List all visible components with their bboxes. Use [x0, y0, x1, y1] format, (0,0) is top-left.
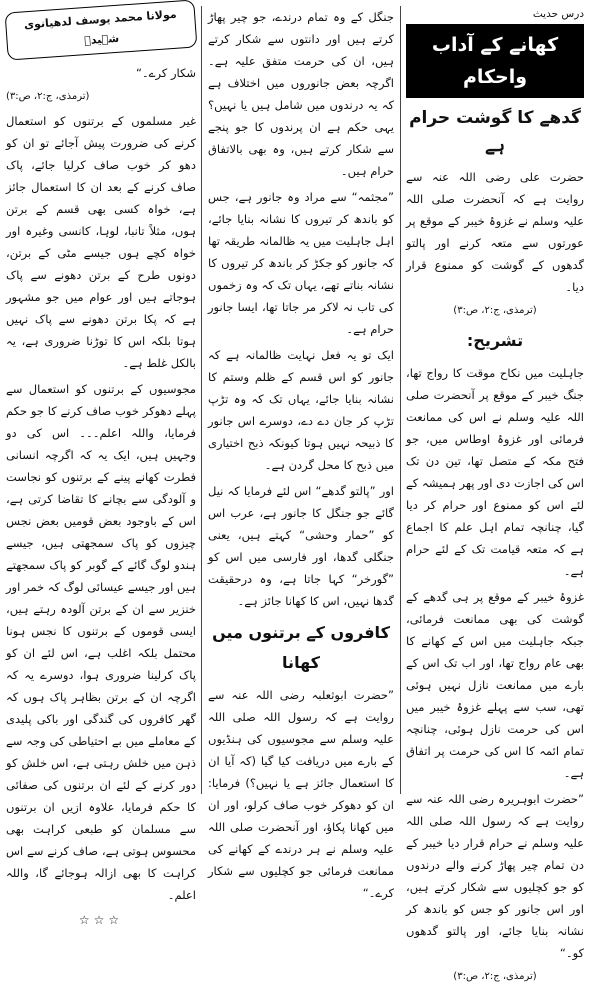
hadith-text: حضرت علی رضی اللہ عنہ سے روایت ہے کہ آنحضرت صلی اللہ علیہ وسلم نے غزوۂ خیبر کے موقع پر عورتوں سے متعہ کرنے اور پالتو گدھوں کے گوشت کو ممنوع قرار دیا۔ [406, 170, 584, 294]
paragraph: غیر مسلموں کے برتنوں کو استعمال کرنے کی ضرورت پیش آجائے تو ان کو دھو کر خوب صاف کرلیا جائے، پاک صاف کرنے کے بعد ان کا استعمال جائز ہے، خواہ کسی بھی قسم کے برتن ہوں، مثلاً تانبا، لوہا، کانسی وغیرہ اور خواہ کچے ہوں جیسے مٹی کے برتن، دونوں طرح کے برتن دھونے سے پاک ہوجاتے ہیں اور عوام میں جو مشہور ہے کہ پکا برتن دھونے سے پاک نہیں ہوتا بلکہ اس کا توڑنا ضروری ہے، یہ بالکل غلط ہے۔ [6, 114, 196, 370]
column-divider [201, 6, 202, 794]
paragraph: اور ”پالتو گدھے“ اس لئے فرمایا کہ نیل گائے جو جنگل کا جانور ہے، عرب اس کو ”حمار وحشی“ کہتے ہیں، یعنی جنگلی گدھا، اور فارسی میں اس کو ”گورخر“ کہا جاتا ہے، وہ درحقیقت گدھا نہیں، اس کا کھانا جائز ہے۔ [208, 484, 394, 608]
article-title: کھانے کے آداب واحکام [406, 24, 584, 98]
paragraph: ”مجثمہ“ سے مراد وہ جانور ہے، جس کو باندھ کر تیروں کا نشانہ بنایا جائے، اہل جاہلیت میں یہ ظالمانہ طریقہ تھا کہ جانور کو جکڑ کر باندھ کر تیروں کا نشانہ بناتے تھے، یہاں تک کہ وہ زخموں کی تاب نہ لاکر مر جاتا تھا، ایسا جانور حرام ہے۔ [208, 190, 394, 336]
paragraph: شکار کرے۔“ [136, 66, 196, 80]
hadith-text: ”حضرت ابوہریرہ رضی اللہ عنہ سے روایت ہے کہ رسول اللہ صلی اللہ علیہ وسلم نے حرام قرار دیا خیبر کے دن تمام چیر پھاڑ کرنے والے درندوں کو جو کچلیوں سے شکار کرتے ہیں، اور اس جانور کو جس کو باندھ کر نشانہ بنایا جائے، اور پالتو گدھوں کو۔“ [406, 792, 584, 960]
hadith-text: ”حضرت ابوثعلبہ رضی اللہ عنہ سے روایت ہے کہ رسول اللہ صلی اللہ علیہ وسلم سے مجوسیوں کی ہنڈیوں کے بارے میں دریافت کیا گیا (کہ آیا ان کا استعمال جائز ہے یا نہیں؟) فرمایا: ان کو دھوکر خوب صاف کرلو، اور ان میں کھانا پکاؤ، اور آنحضرت صلی اللہ علیہ وسلم نے ہر درندے کے کھانے کی ممانعت فرمائی جو کچلیوں سے شکار کرے۔“ [208, 688, 394, 900]
column-left [6, 6, 196, 927]
paragraph: ایک تو یہ فعل نہایت ظالمانہ ہے کہ جانور کو اس قسم کے ظلم وستم کا نشانہ بنایا جائے، یہاں تک کہ وہ تڑپ تڑپ کر جان دے دے، دوسرے اس جانور کا ذبیحہ نہیں ہوتا کیونکہ ذبح اختیاری میں ذبح کا محل گردن ہے۔ [208, 348, 394, 472]
reference: (ترمذی، ج:۲، ص:۳) [453, 305, 537, 316]
section-heading: کافروں کے برتنوں میں کھانا [212, 623, 390, 672]
paragraph: جاہلیت میں نکاح موقت کا رواج تھا، جنگ خیبر کے موقع پر آنحضرت صلی اللہ علیہ وسلم نے اس کی ممانعت فرمائی اور غزوۂ اوطاس میں، جو فتح مکہ کے متصل تھا، تین دن تک اس کی اجازت دی اور پھر ہمیشہ کے لئے اس کو ممنوع اور حرام کر دیا گیا، چنانچہ تمام اہل علم کا اجماع ہے کہ متعہ قیامت تک کے لئے حرام ہے۔ [406, 366, 584, 578]
author-byline: مولانا محمد یوسف لدھیانوی شہیدؒ [5, 0, 198, 61]
end-stars: ☆☆☆ [78, 913, 124, 927]
column-middle [208, 6, 394, 900]
explanation-heading: تشریح: [466, 331, 524, 350]
column-divider [400, 6, 401, 794]
reference: (ترمذی، ج:۲، ص:۳) [453, 971, 537, 982]
column-right [406, 6, 584, 982]
reference: (ترمذی، ج:۲، ص:۳) [6, 91, 90, 102]
paragraph: جنگل کے وہ تمام درندے، جو چیر پھاڑ کرتے ہیں اور دانتوں سے شکار کرتے ہیں، ان کی حرمت متفق علیہ ہے۔ اگرچہ بعض جانوروں میں اختلاف ہے کہ یہ درندوں میں شامل ہیں یا نہیں؟ یہی حکم ہے ان پرندوں کا جو پنجے سے شکار کرتے ہیں، وہ بھی بالاتفاق حرام ہیں۔ [208, 10, 394, 178]
article-subtitle: گدھے کا گوشت حرام ہے [409, 108, 581, 156]
series-label: درس حدیث [532, 8, 584, 20]
paragraph: مجوسیوں کے برتنوں کو استعمال سے پہلے دھوکر خوب صاف کرنے کا جو حکم فرمایا، واللہ اعلم۔۔۔ اس کی دو وجہیں ہیں، ایک یہ کہ اگرچہ انسانی فطرت کھانے پینے کے برتنوں کو نجاست و آلودگی سے بچانے کا تقاضا کرتی ہے، اس کے باوجود بعض قومیں بعض نجس چیزوں کو پاک سمجھتی ہیں، جیسے ہندو لوگ گائے کے گوبر کو پاک سمجھتے ہیں اور جیسے عیسائی لوگ کہ خمر اور خنزیر سے ان کے برتن آلودہ رہتے ہیں، ایسی قوموں کے برتنوں کا نجس ہونا محتمل بلکہ اغلب ہے، اس لئے ان کو پاک کرلینا ضروری ہوا، دوسرے یہ کہ اگرچہ ان کے برتن بظاہر پاک ہوں کہ گھر کافروں کی گندگی اور باکی پلیدی کے معاملے میں بے احتیاطی کی وجہ سے ذہن میں خلش رہتی ہے، اس خلش کو دور کرنے کے لئے ان برتنوں کی صفائی کا حکم فرمایا، علاوہ ازیں ان برتنوں سے مسلمان کو طبعی کراہت بھی محسوس ہوتی ہے، صاف کرنے سے اس کراہت کا بھی ازالہ ہوجائے گا، واللہ اعلم۔ [6, 382, 196, 902]
paragraph: غزوۂ خیبر کے موقع پر ہی گدھے کے گوشت کی بھی ممانعت فرمائی، جبکہ جاہلیت میں اس کے کھانے کا بھی عام رواج تھا، اور اب تک اس کے بارے میں ممانعت نازل نہیں ہوئی تھی، سب سے پہلے غزوۂ خیبر میں اس کی حرمت نازل ہوئی، چنانچہ تمام ائمہ کا اس کی حرمت پر اتفاق ہے۔ [406, 590, 584, 780]
